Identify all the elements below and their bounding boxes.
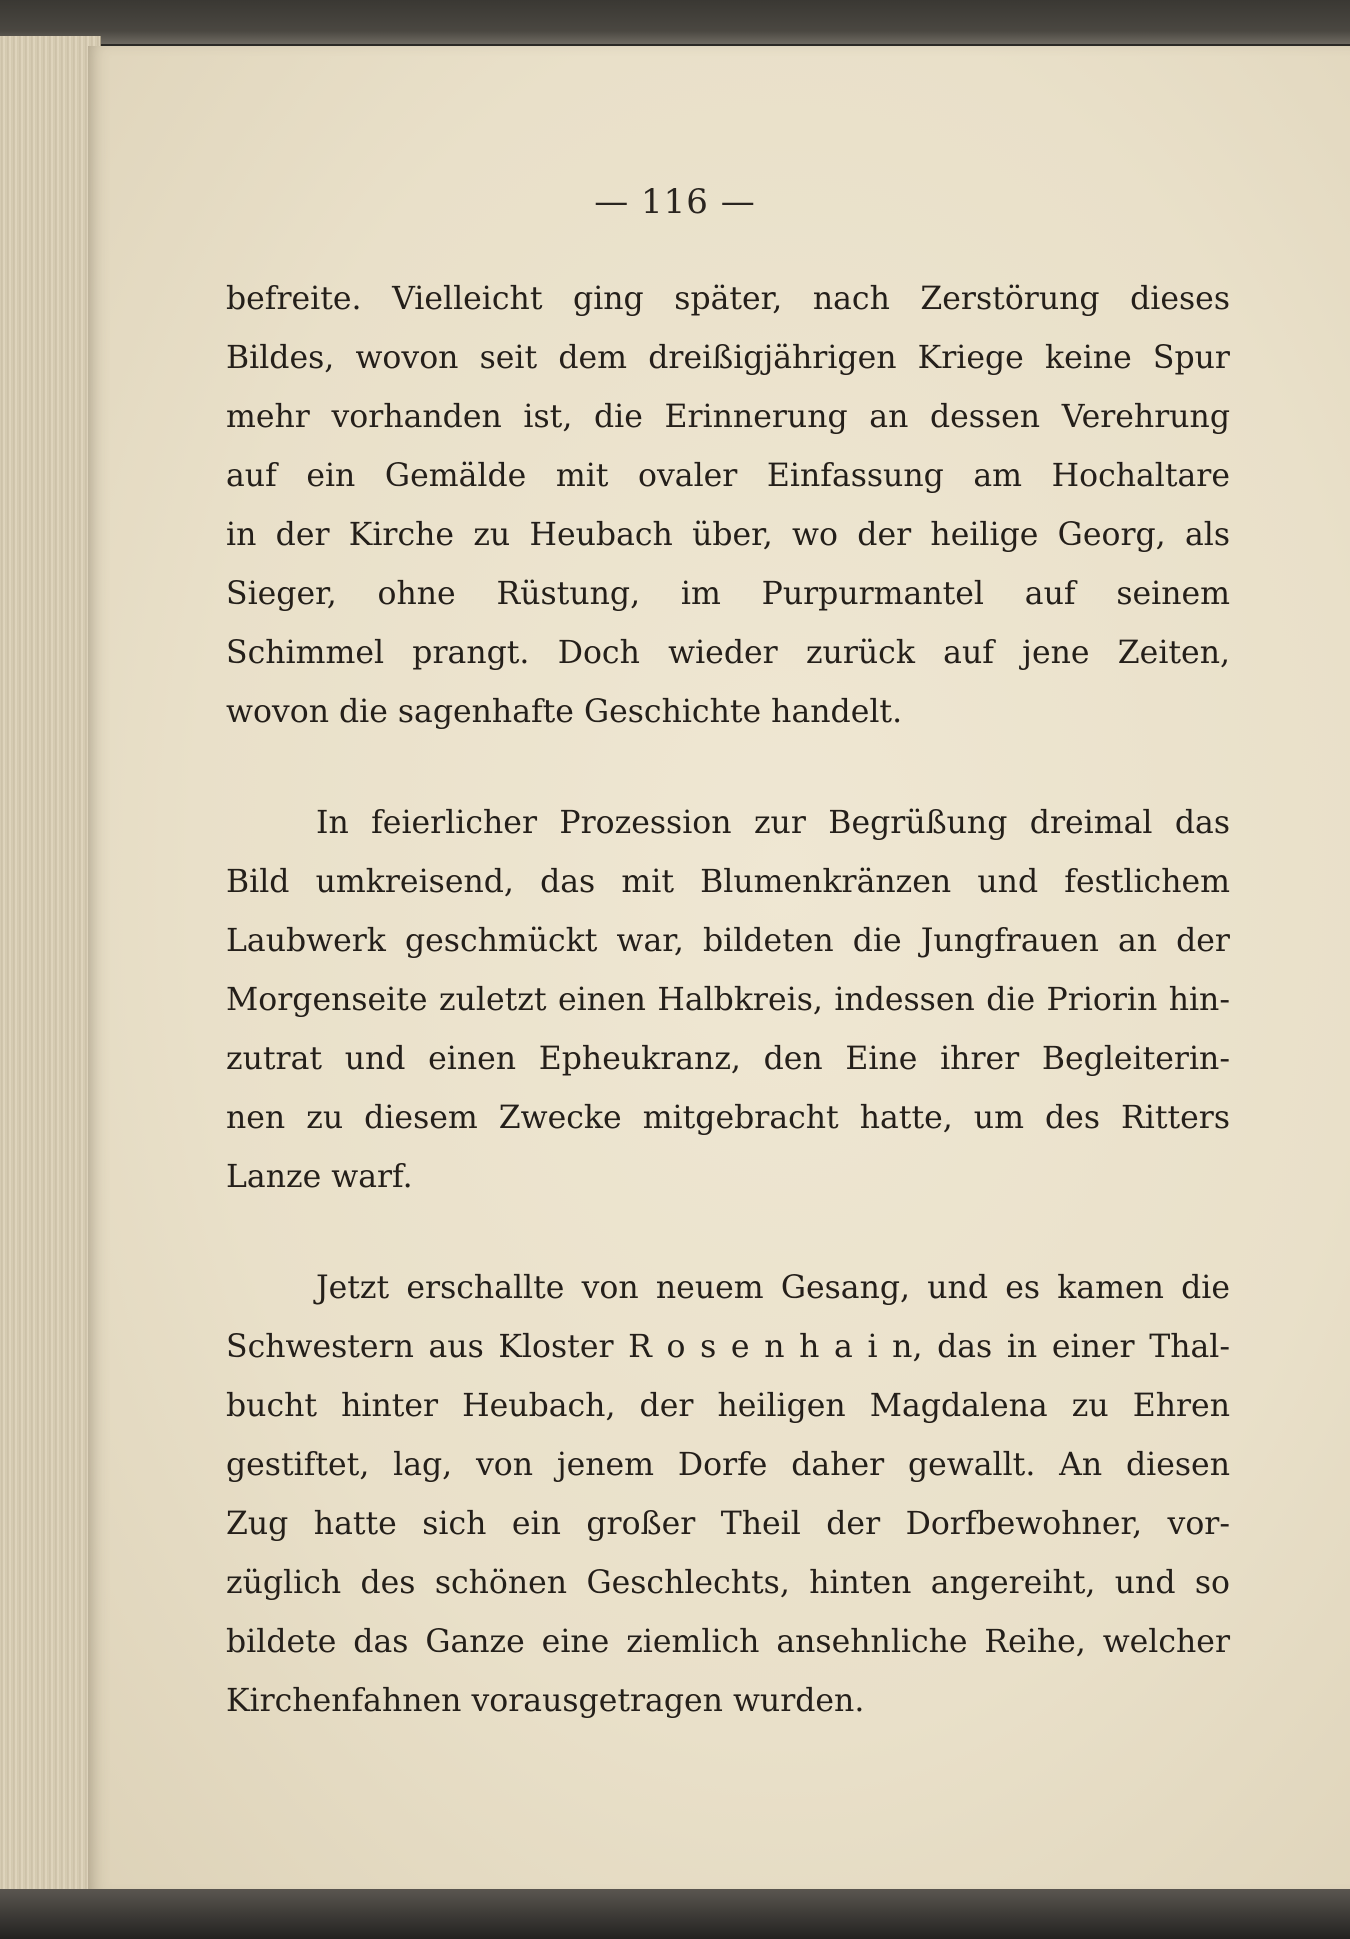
text-line: Bildes, wovon seit dem dreißigjährigen Kriege keine Spur [226,340,1230,376]
text-line: Kirchenfahnen vorausgetragen wurden. [226,1683,865,1719]
text-line: In feierlicher Prozession zur Begrüßung dreimal das [316,805,1230,841]
text-line: gestiftet, lag, von jenem Dorfe daher gewallt. An diesen [226,1447,1230,1483]
text-line: auf ein Gemälde mit ovaler Einfassung am Hochaltare [226,458,1230,494]
text-line: Morgenseite zuletzt einen Halbkreis, indessen die Priorin hin- [226,982,1230,1018]
text-line: Schimmel prangt. Doch wieder zurück auf jene Zeiten, [226,635,1230,671]
text-line: Zug hatte sich ein großer Theil der Dorfbewohner, vor- [226,1506,1230,1542]
page-stack-edge [0,36,101,1896]
text-line: Laubwerk geschmückt war, bildeten die Jungfrauen an der [226,923,1230,959]
text-line: bildete das Ganze eine ziemlich ansehnliche Reihe, welcher [226,1624,1230,1660]
paragraph-3 [226,1259,1230,1731]
text-line: Jetzt erschallte von neuem Gesang, und es kamen die [316,1270,1230,1306]
text-line: zutrat und einen Epheukranz, den Eine ihrer Begleiterin- [226,1041,1230,1077]
text-line: bucht hinter Heubach, der heiligen Magdalena zu Ehren [226,1388,1230,1424]
text-line: mehr vorhanden ist, die Erinnerung an dessen Verehrung [226,399,1230,435]
text-line: Bild umkreisend, das mit Blumenkränzen und festlichem [226,864,1230,900]
page-number-header: — 116 — [594,182,756,222]
text-line: Sieger, ohne Rüstung, im Purpurmantel auf seinem [226,576,1230,612]
text-line: wovon die sagenhafte Geschichte handelt. [226,694,903,730]
text-line: Schwestern aus Kloster R o s e n h a i n, das in einer Thal- [226,1329,1230,1365]
paragraph-1 [226,270,1230,742]
book-top-edge [0,0,1350,44]
body-text [226,270,1230,1783]
text-line: Lanze warf. [226,1159,413,1195]
text-line: nen zu diesem Zwecke mitgebracht hatte, um des Ritters [226,1100,1230,1136]
text-line: züglich des schönen Geschlechts, hinten angereiht, und so [226,1565,1230,1601]
paragraph-2 [226,794,1230,1207]
book-bottom-edge [0,1889,1350,1939]
text-line: in der Kirche zu Heubach über, wo der heilige Georg, als [226,517,1230,553]
text-line: befreite. Vielleicht ging später, nach Zerstörung dieses [226,281,1230,317]
